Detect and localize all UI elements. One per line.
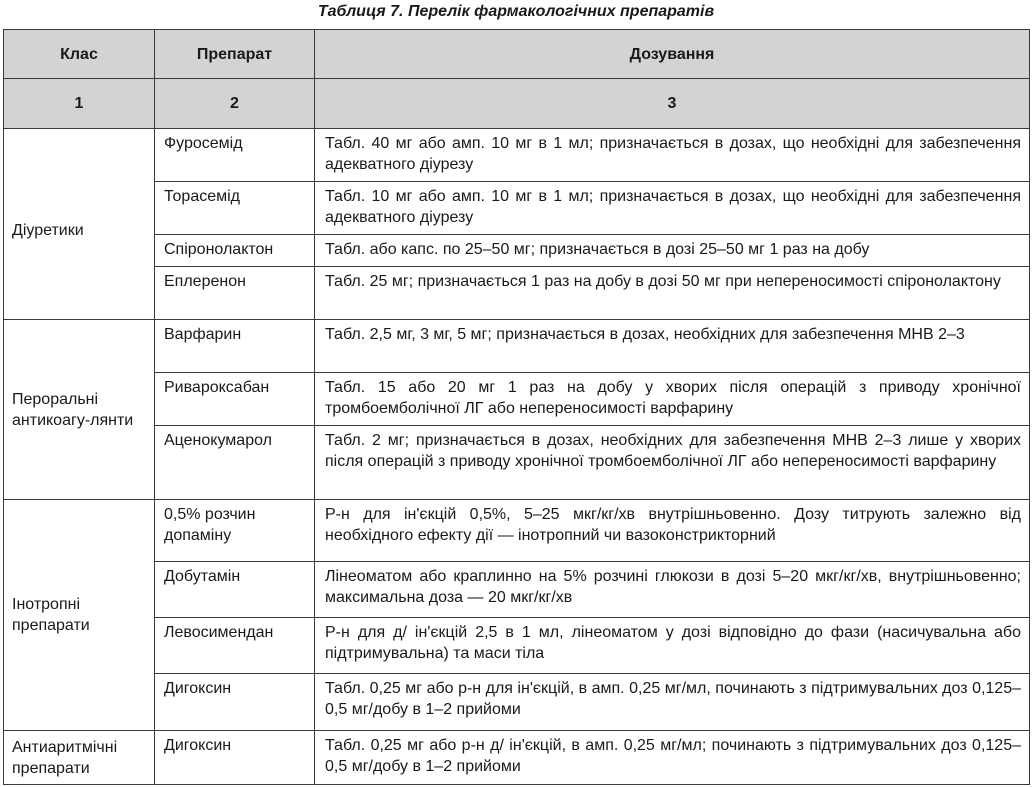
drug-cell: Спіронолактон xyxy=(155,235,315,267)
dosage-cell: Табл. 0,25 мг або р-н д/ ін'єкцій, в амп. 0,25 мг/мл; починають з підтримувальних доз 0,125–0,5 мг/добу в 1–2 прийоми xyxy=(315,731,1030,785)
drug-cell: 0,5% розчин допаміну xyxy=(155,500,315,562)
dosage-cell: Табл. або капс. по 25–50 мг; призначається в дозі 25–50 мг 1 раз на добу xyxy=(315,235,1030,267)
header-drug: Препарат xyxy=(155,30,315,79)
header-num-1: 1 xyxy=(4,79,155,129)
table-row xyxy=(4,618,1030,674)
table-row xyxy=(4,373,1030,426)
dosage-cell: Табл. 2 мг; призначається в дозах, необхідних для забезпечення МНВ 2–3 лише у хворих після операцій з приводу хронічної тромбоемболічної ЛГ або непереносимості варфарину xyxy=(315,426,1030,500)
dosage-cell: Р-н для ін'єкцій 0,5%, 5–25 мкг/кг/хв внутрішньовенно. Дозу титрують залежно від необхідного ефекту дії — інотропний чи вазоконстрикторний xyxy=(315,500,1030,562)
table-caption: Таблиця 7. Перелік фармакологічних препаратів xyxy=(317,3,715,20)
table-row xyxy=(4,267,1030,320)
drug-cell: Ривароксабан xyxy=(155,373,315,426)
dosage-cell: Табл. 2,5 мг, 3 мг, 5 мг; призначається в дозах, необхідних для забезпечення МНВ 2–3 xyxy=(315,320,1030,373)
class-cell: Інотропні препарати xyxy=(4,500,155,731)
table-row xyxy=(4,320,1030,373)
table-row xyxy=(4,182,1030,235)
header-num-3: 3 xyxy=(315,79,1030,129)
table-row xyxy=(4,129,1030,182)
table-row xyxy=(4,500,1030,562)
drug-cell: Добутамін xyxy=(155,562,315,618)
header-dosage: Дозування xyxy=(315,30,1030,79)
header-num-2: 2 xyxy=(155,79,315,129)
drug-cell: Варфарин xyxy=(155,320,315,373)
class-cell: Пероральні антикоагу-лянти xyxy=(4,320,155,500)
drug-cell: Еплеренон xyxy=(155,267,315,320)
table-row xyxy=(4,235,1030,267)
drug-cell: Дигоксин xyxy=(155,674,315,731)
drug-cell: Дигоксин xyxy=(155,731,315,785)
table-row xyxy=(4,426,1030,500)
table-row xyxy=(4,731,1030,785)
class-cell: Антиаритмічні препарати xyxy=(4,731,155,785)
header-number-row xyxy=(4,79,1030,129)
table-row xyxy=(4,674,1030,731)
dosage-cell: Табл. 10 мг або амп. 10 мг в 1 мл; призначається в дозах, що необхідні для забезпечення адекватного діурезу xyxy=(315,182,1030,235)
header-row xyxy=(4,30,1030,79)
dosage-cell: Табл. 0,25 мг або р-н для ін'єкцій, в амп. 0,25 мг/мл, починають з підтримувальних доз 0,125–0,5 мг/добу в 1–2 прийоми xyxy=(315,674,1030,731)
drug-cell: Торасемід xyxy=(155,182,315,235)
dosage-cell: Табл. 15 або 20 мг 1 раз на добу у хворих після операцій з приводу хронічної тромбоемболічної ЛГ або непереносимості варфарину xyxy=(315,373,1030,426)
drug-cell: Аценокумарол xyxy=(155,426,315,500)
table-row xyxy=(4,562,1030,618)
drug-cell: Фуросемід xyxy=(155,129,315,182)
drug-table xyxy=(3,29,1030,785)
drug-cell: Левосимендан xyxy=(155,618,315,674)
dosage-cell: Табл. 25 мг; призначається 1 раз на добу в дозі 50 мг при непереносимості спіронолактону xyxy=(315,267,1030,320)
class-cell: Діуретики xyxy=(4,129,155,320)
dosage-cell: Лінеоматом або краплинно на 5% розчині глюкози в дозі 5–20 мкг/кг/хв, внутрішньовенно; максимальна доза — 20 мкг/кг/хв xyxy=(315,562,1030,618)
dosage-cell: Р-н для д/ ін'єкцій 2,5 в 1 мл, лінеоматом у дозі відповідно до фази (насичувальна або підтримувальна) та маси тіла xyxy=(315,618,1030,674)
header-class: Клас xyxy=(4,30,155,79)
dosage-cell: Табл. 40 мг або амп. 10 мг в 1 мл; призначається в дозах, що необхідні для забезпечення адекватного діурезу xyxy=(315,129,1030,182)
